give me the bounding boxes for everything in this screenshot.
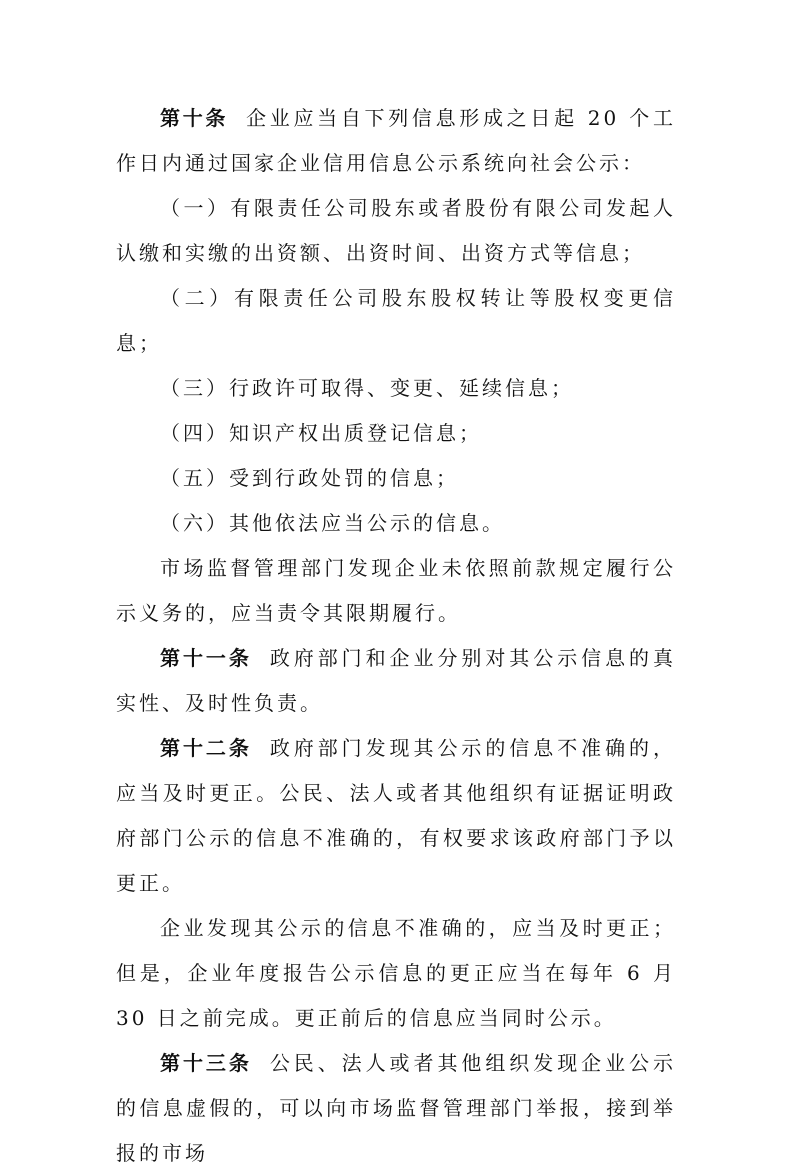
article-11-paragraph bbox=[116, 636, 676, 726]
list-item-text: （一）有限责任公司股东或者股份有限公司发起人认缴和实缴的出资额、出资时间、出资方式等信息； bbox=[116, 196, 676, 265]
body-paragraph bbox=[116, 546, 676, 636]
article-text: 政府部门和企业分别对其公示信息的真实性、及时性负责。 bbox=[116, 646, 677, 715]
body-paragraph bbox=[116, 906, 676, 1041]
paragraph-text: 企业发现其公示的信息不准确的，应当及时更正；但是，企业年度报告公示信息的更正应当在每年 6 月 30 日之前完成。更正前后的信息应当同时公示。 bbox=[116, 916, 676, 1030]
list-item-text: （二）有限责任公司股东股权转让等股权变更信息； bbox=[116, 286, 676, 355]
list-item-text: （四）知识产权出质登记信息； bbox=[160, 421, 482, 445]
list-item bbox=[116, 501, 676, 546]
article-heading: 第十二条 bbox=[160, 736, 252, 760]
article-heading: 第十一条 bbox=[160, 646, 252, 670]
document-body bbox=[116, 96, 676, 1176]
paragraph-text: 市场监督管理部门发现企业未依照前款规定履行公示义务的，应当责令其限期履行。 bbox=[116, 556, 676, 625]
article-heading: 第十条 bbox=[160, 106, 229, 130]
list-item-text: （三）行政许可取得、变更、延续信息； bbox=[160, 376, 574, 400]
article-10-paragraph bbox=[116, 96, 676, 186]
list-item bbox=[116, 366, 676, 411]
list-item bbox=[116, 456, 676, 501]
list-item-text: （六）其他依法应当公示的信息。 bbox=[160, 511, 505, 535]
list-item bbox=[116, 186, 676, 276]
list-item-text: （五）受到行政处罚的信息； bbox=[160, 466, 459, 490]
list-item bbox=[116, 411, 676, 456]
article-text: 政府部门发现其公示的信息不准确的，应当及时更正。公民、法人或者其他组织有证据证明政府部门公示的信息不准确的，有权要求该政府部门予以更正。 bbox=[116, 736, 677, 895]
article-heading: 第十三条 bbox=[160, 1051, 252, 1075]
article-12-paragraph bbox=[116, 726, 676, 906]
article-text: 企业应当自下列信息形成之日起 20 个工作日内通过国家企业信用信息公示系统向社会公示： bbox=[116, 106, 676, 175]
list-item bbox=[116, 276, 676, 366]
article-text: 公民、法人或者其他组织发现企业公示的信息虚假的，可以向市场监督管理部门举报，接到举报的市场 bbox=[116, 1051, 677, 1165]
article-13-paragraph bbox=[116, 1041, 676, 1176]
